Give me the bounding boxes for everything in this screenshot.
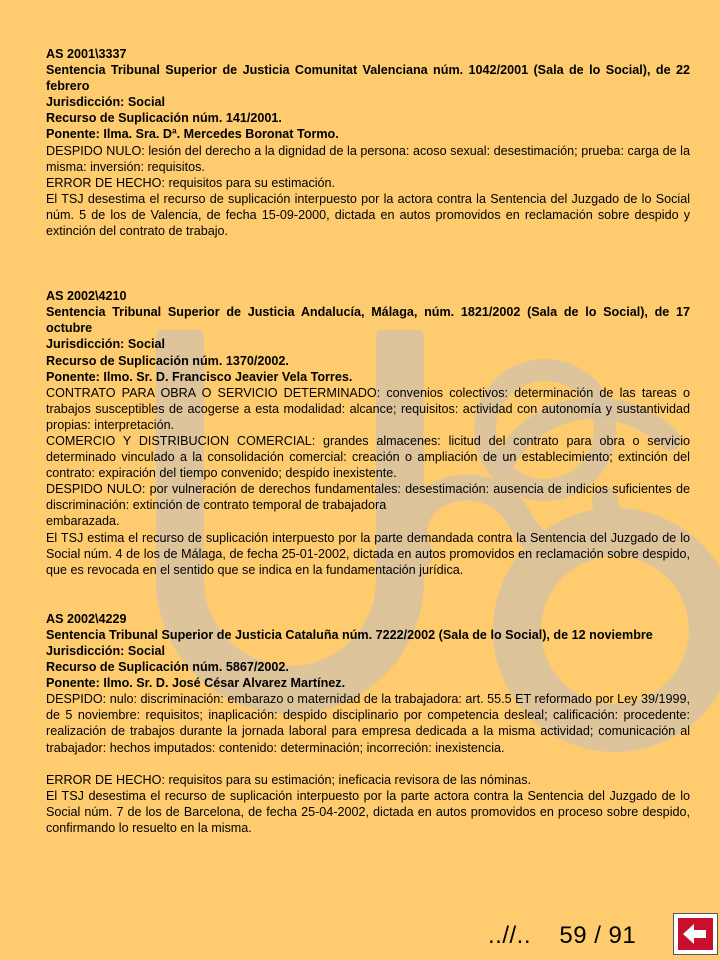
ruling-court: Sentencia Tribunal Superior de Justicia Cataluña núm. 7222/2002 (Sala de lo Social), de 12 noviembre [46, 627, 653, 642]
ruling-jurisdiction: Jurisdicción: Social [46, 644, 165, 658]
ruling-summary: El TSJ desestima el recurso de suplicación interpuesto por la parte actora contra la Sentencia del Juzgado de lo Social núm. 7 de los de Barcelona, de fecha 25-04-2002, dictada en autos promovidos en proceso sobre despido, confirmando lo resuelto en la misma. [46, 788, 690, 835]
ruling-topic: ERROR DE HECHO: requisitos para su estimación. [46, 175, 336, 190]
ruling-topic-continued: embarazada. [46, 514, 120, 529]
ruling-topic: CONTRATO PARA OBRA O SERVICIO DETERMINADO: convenios colectivos: determinación de las tareas o trabajos susceptibles de acogerse a esta modalidad: alcance; requisitos: actividad con autonomía y sustantividad propias: interpretación. [46, 385, 690, 432]
ruling-entry-3 [46, 611, 690, 836]
back-button-face[interactable] [678, 918, 713, 950]
ruling-topic: COMERCIO Y DISTRIBUCION COMERCIAL: grandes almacenes: licitud del contrato para obra o servicio determinado vinculado a la consolidación comercial: creación o ampliación de un establecimiento; extinción del contrato: expiración del tiempo convenido; despido inexistente. [46, 433, 690, 481]
ruling-speaker: Ponente: Ilmo. Sr. D. José César Alvarez Martínez. [46, 676, 346, 691]
ruling-appeal: Recurso de Suplicación núm. 5867/2002. [46, 660, 289, 675]
ruling-appeal: Recurso de Suplicación núm. 1370/2002. [46, 353, 289, 368]
page-footer [488, 922, 636, 950]
document-body [46, 46, 690, 869]
ruling-entry-1 [46, 46, 690, 239]
ruling-reference: AS 2002\4229 [46, 611, 127, 626]
ruling-topic: DESPIDO NULO: lesión del derecho a la dignidad de la persona: acoso sexual: desestimación; prueba: carga de la misma: inversión: requisitos. [46, 143, 690, 174]
continuation-mark: ..//.. [488, 922, 532, 949]
ruling-topic: DESPIDO: nulo: discriminación: embarazo o maternidad de la trabajadora: art. 55.5 ET reformado por Ley 39/1999, de 5 noviembre: requisitos; inaplicación: despido disciplinario por competencia desleal; calificación: procedente: realización de trabajos durante la jornada laboral para empresa dedicada a la misma actividad; comunicación al trabajador: hechos imputados: contenido: determinación; incorreción: inexistencia. [46, 692, 690, 755]
page-number: 59 / 91 [559, 922, 637, 949]
ruling-court: Sentencia Tribunal Superior de Justicia Comunitat Valenciana núm. 1042/2001 (Sala de lo Social), de 22 febrero [46, 63, 690, 94]
ruling-summary: El TSJ desestima el recurso de suplicación interpuesto por la actora contra la Sentencia del Juzgado de lo Social núm. 5 de los de Valencia, de fecha 15-09-2000, dictada en autos promovidos en reclamación sobre despido y extinción del contrato de trabajo. [46, 191, 690, 239]
ruling-court: Sentencia Tribunal Superior de Justicia Andalucía, Málaga, núm. 1821/2002 (Sala de lo Social), de 17 octubre [46, 305, 690, 336]
ruling-speaker: Ponente: Ilma. Sra. Dª. Mercedes Boronat Tormo. [46, 127, 339, 142]
ruling-appeal: Recurso de Suplicación núm. 141/2001. [46, 111, 282, 126]
ruling-entry-2 [46, 288, 690, 578]
back-button[interactable] [673, 913, 718, 955]
ruling-reference: AS 2002\4210 [46, 289, 127, 304]
ruling-summary: El TSJ estima el recurso de suplicación interpuesto por la parte demandada contra la Sentencia del Juzgado de lo Social núm. 4 de los de Málaga, de fecha 25-01-2002, dictada en autos promovidos en reclamación sobre despido, que es revocada en el sentido que se indica en la fundamentación jurídica. [46, 530, 690, 577]
ruling-jurisdiction: Jurisdicción: Social [46, 95, 165, 110]
ruling-speaker: Ponente: Ilmo. Sr. D. Francisco Jeavier Vela Torres. [46, 369, 353, 384]
ruling-reference: AS 2001\3337 [46, 47, 127, 61]
ruling-jurisdiction: Jurisdicción: Social [46, 337, 165, 352]
ruling-topic: ERROR DE HECHO: requisitos para su estimación; ineficacia revisora de las nóminas. [46, 772, 532, 787]
ruling-topic: DESPIDO NULO: por vulneración de derechos fundamentales: desestimación: ausencia de indicios suficientes de discriminación: extinción de contrato temporal de trabajadora [46, 482, 690, 513]
arrow-left-icon [678, 918, 713, 950]
